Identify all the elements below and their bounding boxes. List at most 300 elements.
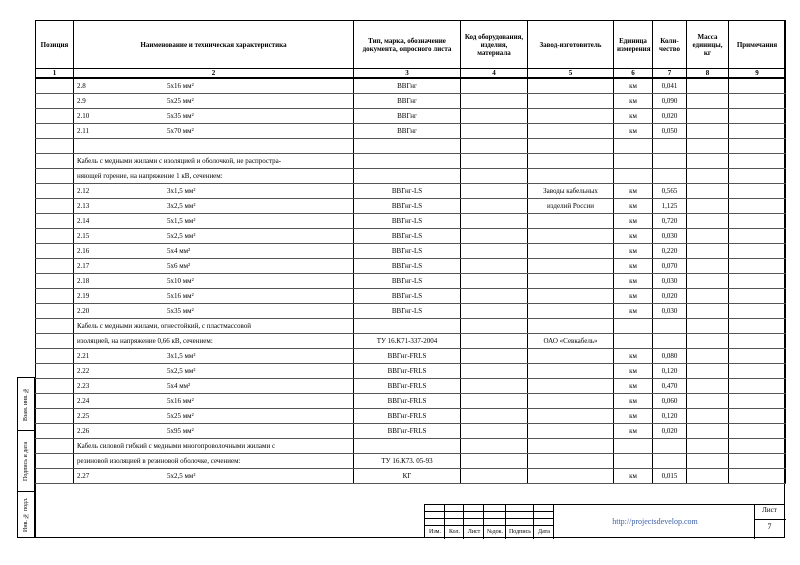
tb-label-signature: Подпись — [508, 529, 532, 535]
cell-manufacturer — [528, 78, 614, 94]
row-cross-section: 5х16 мм² — [167, 292, 194, 300]
table-row — [36, 364, 786, 379]
table-row — [36, 379, 786, 394]
cell-unit — [614, 139, 653, 154]
cell-notes — [729, 139, 786, 154]
row-cross-section: 5х16 мм² — [167, 82, 194, 90]
row-description: резиновой изоляцией в резиновой оболочке, сечением: — [77, 457, 241, 465]
row-cross-section: 5х16 мм² — [167, 397, 194, 405]
cell-name — [74, 274, 354, 289]
row-position: 2.22 — [77, 367, 90, 375]
cell-name — [74, 94, 354, 109]
table-row — [36, 78, 786, 94]
cell-name — [74, 364, 354, 379]
cell-mass — [687, 334, 729, 349]
col-number: 1 — [36, 69, 74, 79]
row-position: 2.20 — [77, 307, 90, 315]
table-row — [36, 259, 786, 274]
cell-code — [461, 94, 528, 109]
cell-name — [74, 244, 354, 259]
cell-code — [461, 184, 528, 199]
cell-position — [36, 78, 74, 94]
cell-name — [74, 349, 354, 364]
cell-unit: км — [614, 469, 653, 484]
cell-manufacturer — [528, 379, 614, 394]
cell-manufacturer — [528, 319, 614, 334]
cell-notes — [729, 454, 786, 469]
header-unit: Единица измерения — [614, 21, 653, 69]
cell-notes — [729, 409, 786, 424]
cell-quantity: 0,120 — [653, 409, 687, 424]
cell-unit: км — [614, 214, 653, 229]
cell-name — [74, 124, 354, 139]
cell-position — [36, 424, 74, 439]
cell-quantity — [653, 334, 687, 349]
cell-position — [36, 214, 74, 229]
cell-unit — [614, 154, 653, 169]
cell-notes — [729, 349, 786, 364]
table-row — [36, 274, 786, 289]
cell-type: ВВГнг — [354, 124, 461, 139]
cell-type: ВВГнг-FRLS — [354, 349, 461, 364]
cell-code — [461, 364, 528, 379]
header-mass: Масса единицы, кг — [687, 21, 729, 69]
cell-type: ВВГнг-LS — [354, 274, 461, 289]
sheet-label: Лист — [762, 506, 777, 514]
tb-label-count: Кол. — [448, 529, 461, 535]
col-number: 8 — [687, 69, 729, 79]
row-cross-section: 3х2,5 мм² — [167, 202, 196, 210]
cell-unit — [614, 169, 653, 184]
cell-code — [461, 424, 528, 439]
cell-code — [461, 319, 528, 334]
tb-label-sheet: Лист — [467, 529, 481, 535]
row-position: 2.17 — [77, 262, 90, 270]
cell-position — [36, 274, 74, 289]
cell-mass — [687, 78, 729, 94]
cell-quantity: 0,041 — [653, 78, 687, 94]
row-cross-section: 5х6 мм² — [167, 262, 191, 270]
row-cross-section: 5х35 мм² — [167, 307, 194, 315]
cell-mass — [687, 229, 729, 244]
row-cross-section: 5х95 мм² — [167, 427, 194, 435]
table-row — [36, 229, 786, 244]
cell-unit: км — [614, 289, 653, 304]
row-position: 2.13 — [77, 202, 90, 210]
row-position: 2.23 — [77, 382, 90, 390]
table-row — [36, 454, 786, 469]
cell-mass — [687, 454, 729, 469]
cell-code — [461, 469, 528, 484]
cell-name — [74, 139, 354, 154]
cell-type: ВВГнг-LS — [354, 289, 461, 304]
cell-mass — [687, 274, 729, 289]
cell-manufacturer — [528, 409, 614, 424]
cell-manufacturer — [528, 109, 614, 124]
row-position: 2.11 — [77, 127, 89, 135]
cell-notes — [729, 469, 786, 484]
cell-name — [74, 394, 354, 409]
col-number: 5 — [528, 69, 614, 79]
cell-position — [36, 244, 74, 259]
cell-notes — [729, 244, 786, 259]
cell-quantity — [653, 439, 687, 454]
cell-mass — [687, 349, 729, 364]
row-position: 2.21 — [77, 352, 90, 360]
row-cross-section: 5х4 мм² — [167, 247, 191, 255]
cell-notes — [729, 94, 786, 109]
cell-unit: км — [614, 184, 653, 199]
table-row — [36, 139, 786, 154]
cell-name — [74, 289, 354, 304]
cell-unit — [614, 319, 653, 334]
cell-manufacturer — [528, 214, 614, 229]
row-cross-section: 5х10 мм² — [167, 277, 194, 285]
cell-notes — [729, 169, 786, 184]
cell-manufacturer: изделий России — [528, 199, 614, 214]
header-name: Наименование и техническая характеристика — [74, 21, 354, 69]
cell-mass — [687, 364, 729, 379]
cell-unit: км — [614, 424, 653, 439]
cell-code — [461, 409, 528, 424]
cell-code — [461, 304, 528, 319]
table-row — [36, 154, 786, 169]
cell-position — [36, 349, 74, 364]
cell-type — [354, 169, 461, 184]
cell-type: ВВГнг — [354, 94, 461, 109]
cell-code — [461, 199, 528, 214]
cell-notes — [729, 304, 786, 319]
row-position: 2.12 — [77, 187, 90, 195]
cell-unit: км — [614, 94, 653, 109]
cell-code — [461, 139, 528, 154]
cell-mass — [687, 259, 729, 274]
cell-type: ВВГнг-FRLS — [354, 394, 461, 409]
cell-position — [36, 229, 74, 244]
cell-name — [74, 259, 354, 274]
cell-mass — [687, 304, 729, 319]
row-position: 2.24 — [77, 397, 90, 405]
table-row — [36, 214, 786, 229]
cell-name — [74, 199, 354, 214]
col-number: 2 — [74, 69, 354, 79]
table-row — [36, 304, 786, 319]
cell-mass — [687, 124, 729, 139]
cell-manufacturer — [528, 424, 614, 439]
stamp-cell-original — [18, 492, 34, 537]
cell-position — [36, 199, 74, 214]
row-cross-section: 5х2,5 мм² — [167, 232, 196, 240]
table-row — [36, 334, 786, 349]
header-quantity: Коли-чество — [653, 21, 687, 69]
cell-quantity: 0,020 — [653, 109, 687, 124]
cell-manufacturer — [528, 154, 614, 169]
cell-unit: км — [614, 199, 653, 214]
cell-type: ВВГнг — [354, 109, 461, 124]
table-row — [36, 394, 786, 409]
cell-quantity: 0,090 — [653, 94, 687, 109]
cell-mass — [687, 289, 729, 304]
row-position: 2.16 — [77, 247, 90, 255]
table-row — [36, 109, 786, 124]
row-cross-section: 3х1,5 мм² — [167, 352, 196, 360]
cell-quantity — [653, 169, 687, 184]
cell-position — [36, 124, 74, 139]
cell-notes — [729, 274, 786, 289]
table-row — [36, 469, 786, 484]
cell-quantity: 0,050 — [653, 124, 687, 139]
cell-unit — [614, 334, 653, 349]
cell-position — [36, 139, 74, 154]
cell-notes — [729, 364, 786, 379]
row-position: 2.18 — [77, 277, 90, 285]
cell-mass — [687, 409, 729, 424]
cell-quantity: 0,020 — [653, 424, 687, 439]
cell-code — [461, 229, 528, 244]
col-number: 3 — [354, 69, 461, 79]
cell-mass — [687, 469, 729, 484]
cell-manufacturer — [528, 139, 614, 154]
cell-position — [36, 154, 74, 169]
col-number: 6 — [614, 69, 653, 79]
stamp-label-replacement: Взам. инв. № — [23, 386, 29, 422]
cell-notes — [729, 78, 786, 94]
cell-manufacturer — [528, 469, 614, 484]
cell-mass — [687, 169, 729, 184]
cell-type: ВВГнг-FRLS — [354, 364, 461, 379]
cell-unit: км — [614, 394, 653, 409]
row-description: няющей горение, на напряжение 1 кВ, сечением: — [77, 172, 223, 180]
cell-name — [74, 78, 354, 94]
table-row — [36, 94, 786, 109]
cell-name — [74, 439, 354, 454]
cell-quantity — [653, 139, 687, 154]
cell-notes — [729, 319, 786, 334]
cell-position — [36, 394, 74, 409]
cell-manufacturer — [528, 274, 614, 289]
cell-type: ТУ 16.К73. 05-93 — [354, 454, 461, 469]
row-cross-section: 5х4 мм² — [167, 382, 191, 390]
cell-type: ВВГнг-LS — [354, 259, 461, 274]
cell-mass — [687, 214, 729, 229]
cell-unit: км — [614, 274, 653, 289]
cell-notes — [729, 379, 786, 394]
cell-name — [74, 214, 354, 229]
stamp-cell-signature — [18, 431, 34, 492]
cell-quantity: 0,030 — [653, 274, 687, 289]
cell-position — [36, 469, 74, 484]
row-cross-section: 5х25 мм² — [167, 97, 194, 105]
cell-manufacturer — [528, 364, 614, 379]
side-stamp — [17, 377, 35, 538]
cell-quantity: 0,060 — [653, 394, 687, 409]
table-row — [36, 244, 786, 259]
cell-name — [74, 409, 354, 424]
cell-position — [36, 259, 74, 274]
cell-type: ВВГнг-LS — [354, 199, 461, 214]
cell-manufacturer: Заводы кабельных — [528, 184, 614, 199]
cell-name — [74, 229, 354, 244]
cell-position — [36, 109, 74, 124]
cell-name — [74, 169, 354, 184]
cell-mass — [687, 94, 729, 109]
cell-quantity: 0,015 — [653, 469, 687, 484]
cell-unit: км — [614, 379, 653, 394]
tb-label-date: Дата — [538, 529, 550, 535]
cell-type: ВВГнг-FRLS — [354, 409, 461, 424]
website-link[interactable]: http://projectsdevelop.com — [612, 517, 698, 526]
cell-unit: км — [614, 349, 653, 364]
cell-quantity — [653, 154, 687, 169]
tb-label-docnum: №док. — [486, 529, 504, 535]
cell-position — [36, 334, 74, 349]
sheet-number: 7 — [767, 522, 772, 531]
cell-quantity — [653, 454, 687, 469]
row-position: 2.19 — [77, 292, 90, 300]
row-cross-section: 3х1,5 мм² — [167, 187, 196, 195]
cell-code — [461, 334, 528, 349]
cell-type: КГ — [354, 469, 461, 484]
cell-position — [36, 439, 74, 454]
cell-name — [74, 109, 354, 124]
cell-quantity: 0,080 — [653, 349, 687, 364]
table-row — [36, 169, 786, 184]
stamp-label-original: Инв. № подл. — [23, 497, 29, 532]
cell-mass — [687, 154, 729, 169]
cell-code — [461, 454, 528, 469]
row-position: 2.25 — [77, 412, 90, 420]
cell-mass — [687, 184, 729, 199]
cell-unit: км — [614, 304, 653, 319]
cell-notes — [729, 394, 786, 409]
cell-position — [36, 94, 74, 109]
cell-unit: км — [614, 124, 653, 139]
cell-notes — [729, 259, 786, 274]
table-row — [36, 409, 786, 424]
stamp-cell-replacement — [18, 378, 34, 431]
cell-unit — [614, 439, 653, 454]
row-description: Кабель с медными жилами, огнестойкий, с пластмассовой — [77, 322, 251, 330]
row-position: 2.15 — [77, 232, 90, 240]
cell-name — [74, 304, 354, 319]
cell-manufacturer — [528, 439, 614, 454]
cell-position — [36, 319, 74, 334]
column-number-row — [36, 69, 786, 79]
cell-manufacturer — [528, 304, 614, 319]
row-cross-section: 5х2,5 мм² — [167, 472, 196, 480]
cell-mass — [687, 379, 729, 394]
cell-notes — [729, 184, 786, 199]
cell-name — [74, 319, 354, 334]
cell-code — [461, 349, 528, 364]
cell-type: ВВГнг-FRLS — [354, 379, 461, 394]
cell-notes — [729, 289, 786, 304]
cell-name — [74, 334, 354, 349]
cell-position — [36, 184, 74, 199]
cell-notes — [729, 154, 786, 169]
row-cross-section: 5х70 мм² — [167, 127, 194, 135]
row-position: 2.26 — [77, 427, 90, 435]
cell-type: ВВГнг-LS — [354, 244, 461, 259]
cell-quantity: 0,120 — [653, 364, 687, 379]
cell-notes — [729, 229, 786, 244]
cell-name — [74, 379, 354, 394]
cell-unit: км — [614, 259, 653, 274]
cell-type: ВВГнг-LS — [354, 184, 461, 199]
cell-quantity: 1,125 — [653, 199, 687, 214]
cell-quantity: 0,220 — [653, 244, 687, 259]
cell-notes — [729, 109, 786, 124]
cell-type: ВВГнг-FRLS — [354, 424, 461, 439]
cell-name — [74, 424, 354, 439]
cell-type — [354, 439, 461, 454]
cell-position — [36, 379, 74, 394]
cell-quantity: 0,470 — [653, 379, 687, 394]
cell-code — [461, 78, 528, 94]
header-code: Код оборудования, изделия, материала — [461, 21, 528, 69]
specification-table — [35, 20, 786, 484]
cell-mass — [687, 319, 729, 334]
cell-unit: км — [614, 364, 653, 379]
cell-code — [461, 169, 528, 184]
cell-quantity: 0,565 — [653, 184, 687, 199]
cell-notes — [729, 214, 786, 229]
row-position: 2.9 — [77, 97, 86, 105]
cell-code — [461, 214, 528, 229]
cell-mass — [687, 139, 729, 154]
cell-manufacturer — [528, 289, 614, 304]
header-position: Позиция — [36, 21, 74, 69]
table-row — [36, 199, 786, 214]
row-cross-section: 5х1,5 мм² — [167, 217, 196, 225]
cell-name — [74, 454, 354, 469]
row-position: 2.10 — [77, 112, 90, 120]
row-cross-section: 5х2,5 мм² — [167, 367, 196, 375]
cell-code — [461, 379, 528, 394]
cell-type: ВВГнг — [354, 78, 461, 94]
cell-quantity: 0,020 — [653, 289, 687, 304]
cell-code — [461, 154, 528, 169]
table-row — [36, 124, 786, 139]
cell-mass — [687, 439, 729, 454]
cell-mass — [687, 109, 729, 124]
cell-unit: км — [614, 78, 653, 94]
cell-type: ВВГнг-LS — [354, 304, 461, 319]
table-row — [36, 439, 786, 454]
table-row — [36, 424, 786, 439]
cell-code — [461, 289, 528, 304]
cell-manufacturer — [528, 454, 614, 469]
cell-unit: км — [614, 244, 653, 259]
header-manufacturer: Завод-изготовитель — [528, 21, 614, 69]
cell-name — [74, 154, 354, 169]
cell-position — [36, 454, 74, 469]
col-number: 7 — [653, 69, 687, 79]
cell-mass — [687, 424, 729, 439]
cell-mass — [687, 394, 729, 409]
cell-code — [461, 394, 528, 409]
cell-position — [36, 169, 74, 184]
row-position: 2.14 — [77, 217, 90, 225]
col-number: 9 — [729, 69, 786, 79]
row-cross-section: 5х35 мм² — [167, 112, 194, 120]
header-row — [36, 21, 786, 69]
cell-quantity: 0,070 — [653, 259, 687, 274]
cell-manufacturer — [528, 124, 614, 139]
cell-manufacturer — [528, 169, 614, 184]
tb-label-change: Изм. — [429, 529, 441, 535]
header-notes: Примечания — [729, 21, 786, 69]
